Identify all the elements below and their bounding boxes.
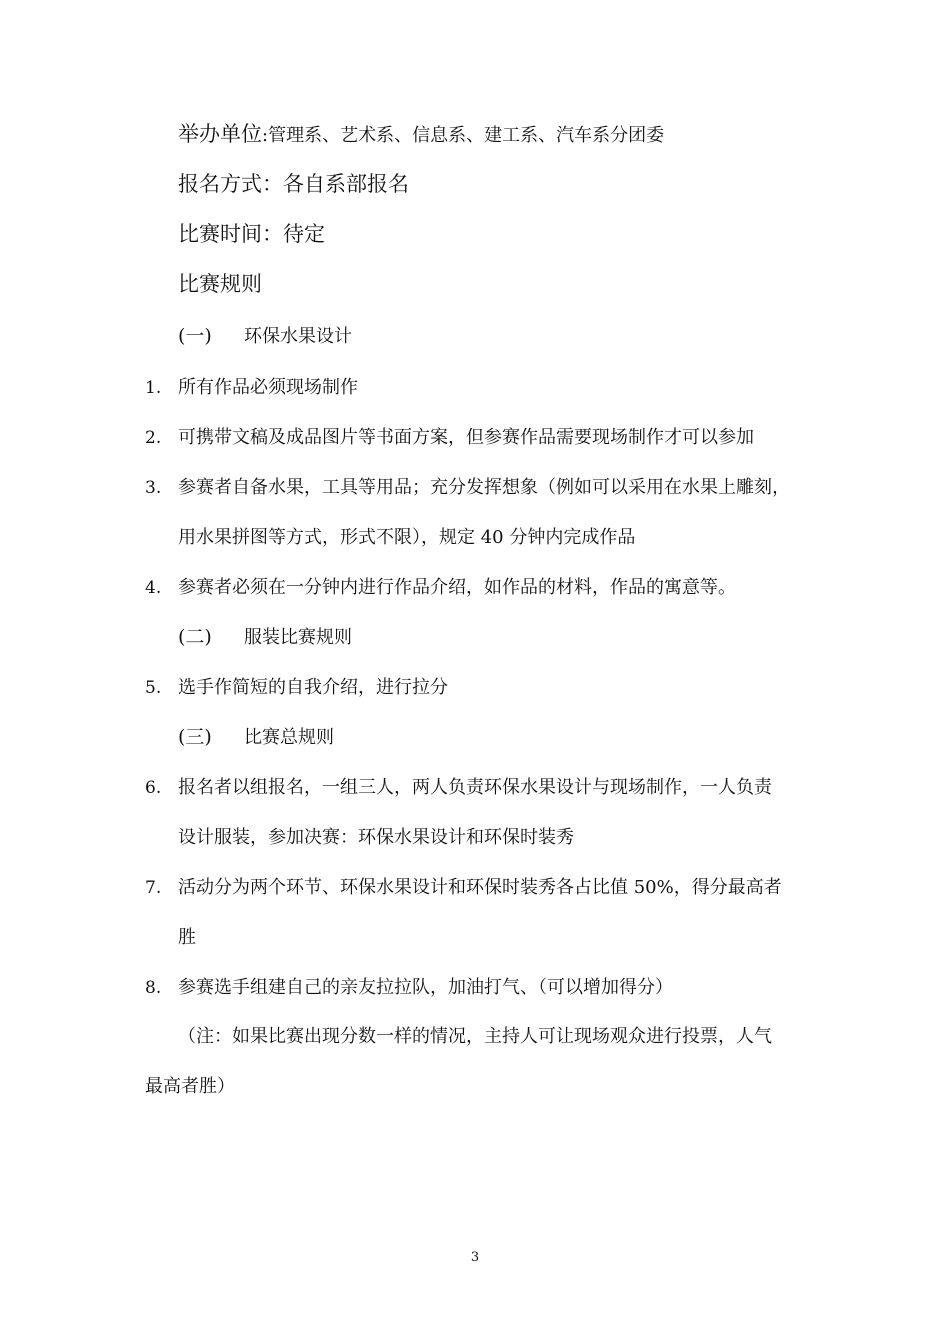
list-item-text: 参赛者必须在一分钟内进行作品介绍，如作品的材料，作品的寓意等。 (178, 577, 736, 598)
list-item-text: 可携带文稿及成品图片等书面方案，但参赛作品需要现场制作才可以参加 (178, 427, 754, 448)
list-item-text: 参赛选手组建自己的亲友拉拉队，加油打气、（可以增加得分） (178, 977, 673, 998)
section-marker: (二) (178, 626, 212, 648)
section-title: 服装比赛规则 (244, 627, 352, 648)
section-heading (178, 625, 352, 650)
list-item-text: 报名者以组报名，一组三人，两人负责环保水果设计与现场制作，一人负责 (178, 777, 772, 798)
section-heading (178, 725, 334, 750)
list-item-text: 参赛者自备水果，工具等用品；充分发挥想象（例如可以采用在水果上雕刻， (178, 477, 790, 498)
organizer-line (178, 122, 664, 148)
organizer-label: 举办单位 (178, 122, 262, 146)
rules-title: 比赛规则 (178, 272, 262, 296)
section-title: 比赛总规则 (244, 727, 334, 748)
list-item-number: 4. (145, 578, 162, 598)
competition-time: 比赛时间：待定 (178, 222, 325, 246)
note-text-cont: 最高者胜） (145, 1076, 235, 1097)
organizer-sep: : (262, 125, 269, 146)
organizer-value: 管理系、艺术系、信息系、建工系、汽车系分团委 (268, 125, 665, 146)
list-item-number: 1. (145, 378, 162, 398)
list-item-number: 2. (145, 428, 162, 448)
section-marker: (一) (178, 325, 212, 347)
section-title: 环保水果设计 (244, 326, 352, 347)
section-marker: (三) (178, 726, 212, 748)
signup-method: 报名方式：各自系部报名 (178, 172, 409, 196)
list-item-number: 7. (145, 878, 162, 898)
note-text: （注：如果比赛出现分数一样的情况，主持人可让现场观众进行投票，人气 (178, 1026, 772, 1047)
list-item-text-cont: 胜 (178, 927, 196, 948)
section-heading (178, 324, 352, 349)
list-item-number: 5. (145, 678, 162, 698)
list-item-text: 所有作品必须现场制作 (178, 377, 358, 398)
list-item-number: 3. (145, 478, 162, 498)
page-number: 3 (470, 1250, 480, 1265)
list-item-text: 活动分为两个环节、环保水果设计和环保时装秀各占比值 50%，得分最高者 (178, 877, 782, 898)
list-item-number: 6. (145, 778, 162, 798)
list-item-text: 选手作简短的自我介绍，进行拉分 (178, 677, 448, 698)
list-item-number: 8. (145, 978, 162, 998)
list-item-text-cont: 设计服装，参加决赛：环保水果设计和环保时装秀 (178, 827, 574, 848)
list-item-text-cont: 用水果拼图等方式，形式不限），规定 40 分钟内完成作品 (178, 527, 636, 548)
